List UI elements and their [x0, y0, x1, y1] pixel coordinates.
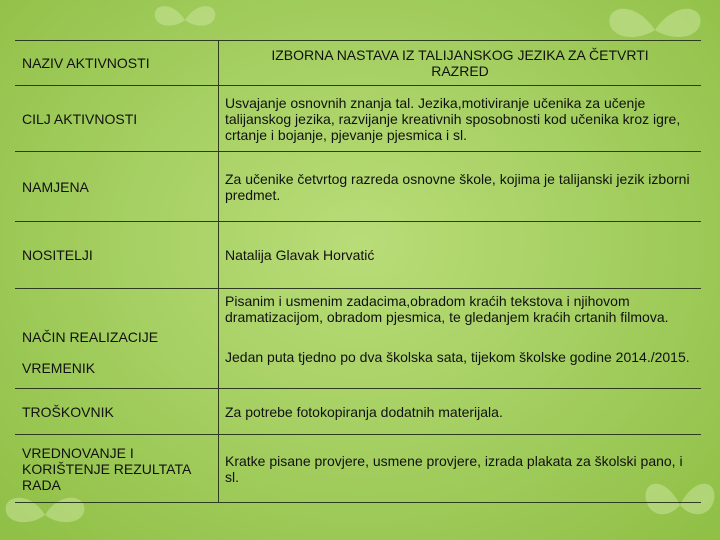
butterfly-decoration: [150, 0, 220, 40]
table-row: [15, 86, 701, 152]
activity-table: [15, 40, 701, 503]
row-label: CILJ AKTIVNOSTI: [15, 86, 219, 152]
row-label: VREDNOVANJE I KORIŠTENJE REZULTATA RADA: [15, 435, 219, 503]
row-label: VREMENIK: [15, 349, 219, 389]
table-row: [15, 389, 701, 435]
row-label: NOSITELJI: [15, 222, 219, 289]
row-label: NAZIV AKTIVNOSTI: [15, 41, 219, 86]
row-value: IZBORNA NASTAVA IZ TALIJANSKOG JEZIKA ZA ČETVRTI RAZRED: [219, 41, 702, 86]
table-row: [15, 349, 701, 389]
row-value: Jedan puta tjedno po dva školska sata, tijekom školske godine 2014./2015.: [219, 349, 702, 389]
row-label: NAČIN REALIZACIJE: [15, 289, 219, 349]
row-value: Za potrebe fotokopiranja dodatnih materijala.: [219, 389, 702, 435]
table-row: [15, 289, 701, 349]
table-row: [15, 435, 701, 503]
row-value: Natalija Glavak Horvatić: [219, 222, 702, 289]
row-value: Za učenike četvrtog razreda osnovne škole, kojima je talijanski jezik izborni predmet.: [219, 152, 702, 222]
row-value: Pisanim i usmenim zadacima,obradom kraćih tekstova i njihovom dramatizacijom, obradom pjesmica, te gledanjem kraćih crtanih filmova.: [219, 289, 702, 349]
table-row: [15, 41, 701, 86]
table-row: [15, 222, 701, 289]
row-label: NAMJENA: [15, 152, 219, 222]
row-value: Usvajanje osnovnih znanja tal. Jezika,motiviranje učenika za učenje talijanskog jezika, razvijanje kreativnih sposobnosti kod učenika kroz igre, crtanje i bojanje, pjevanje pjesmica i sl.: [219, 86, 702, 152]
row-value: Kratke pisane provjere, usmene provjere, izrada plakata za školski pano, i sl.: [219, 435, 702, 503]
table-row: [15, 152, 701, 222]
row-label: TROŠKOVNIK: [15, 389, 219, 435]
